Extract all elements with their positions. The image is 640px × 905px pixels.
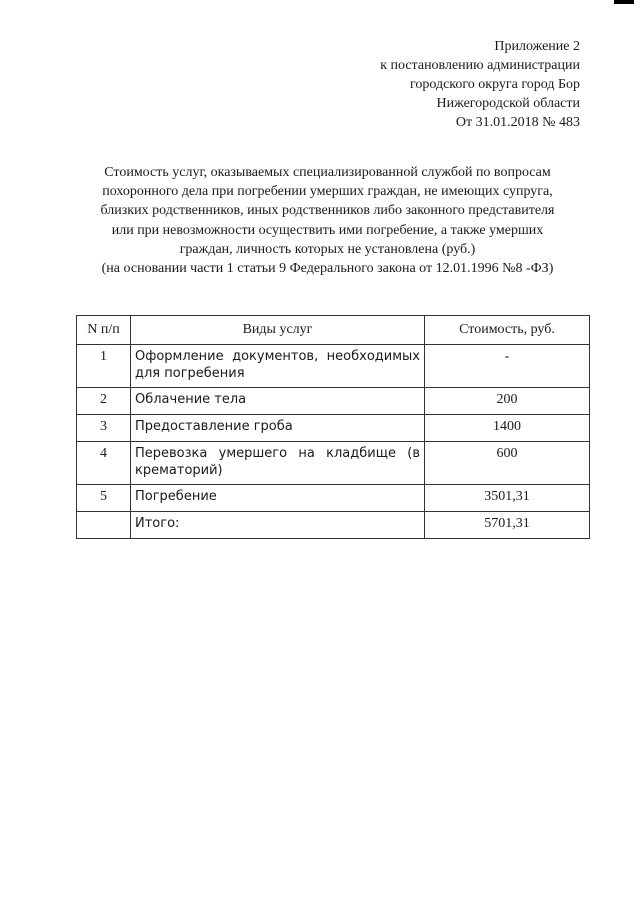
row-number: 5 [77, 485, 131, 512]
row-number: 3 [77, 415, 131, 442]
table-row [77, 388, 590, 415]
header-service-type: Виды услуг [131, 316, 425, 345]
district-line: городского округа город Бор [409, 77, 580, 92]
row-cost: 600 [425, 442, 590, 485]
row-number: 4 [77, 442, 131, 485]
appendix-label: Приложение 2 [494, 39, 580, 54]
total-label: Итого: [131, 512, 425, 539]
title-line-4: или при невозможности осуществить ими погребение, а также умерших [111, 222, 544, 238]
row-cost: 1400 [425, 415, 590, 442]
row-cost: 3501,31 [425, 485, 590, 512]
legal-basis-line: (на основании части 1 статьи 9 Федерального закона от 12.01.1996 №8 -ФЗ) [101, 261, 554, 277]
region-line: Нижегородской области [436, 96, 580, 111]
row-number: 2 [77, 388, 131, 415]
header-cost: Стоимость, руб. [425, 316, 590, 345]
row-service: Облачение тела [131, 388, 425, 415]
row-service: Предоставление гроба [131, 415, 425, 442]
title-line-5: граждан, личность которых не установлена (руб.) [179, 241, 476, 257]
document-title [60, 163, 595, 278]
table-row [77, 442, 590, 485]
row-number: 1 [77, 345, 131, 388]
row-service: Погребение [131, 485, 425, 512]
row-service: Оформление документов, необходимых для погребения [131, 345, 425, 388]
table-row [77, 345, 590, 388]
title-line-1: Стоимость услуг, оказываемых специализированной службой по вопросам [104, 165, 551, 180]
row-cost: - [425, 345, 590, 388]
total-cost: 5701,31 [425, 512, 590, 539]
header-number: N п/п [77, 316, 131, 345]
document-date-number: От 31.01.2018 № 483 [455, 115, 580, 130]
appendix-header [280, 37, 580, 132]
table-header-row [77, 316, 590, 345]
table-row [77, 415, 590, 442]
table-row [77, 485, 590, 512]
row-number [77, 512, 131, 539]
title-line-2: похоронного дела при погребении умерших граждан, не имеющих супруга, [102, 184, 553, 200]
row-service: Перевозка умершего на кладбище (в крематорий) [131, 442, 425, 485]
resolution-line: к постановлению администрации [380, 58, 580, 73]
title-line-3: близких родственников, иных родственников либо законного представителя [100, 203, 555, 219]
corner-mark [614, 0, 634, 4]
table-total-row [77, 512, 590, 539]
row-cost: 200 [425, 388, 590, 415]
services-table [76, 315, 590, 539]
